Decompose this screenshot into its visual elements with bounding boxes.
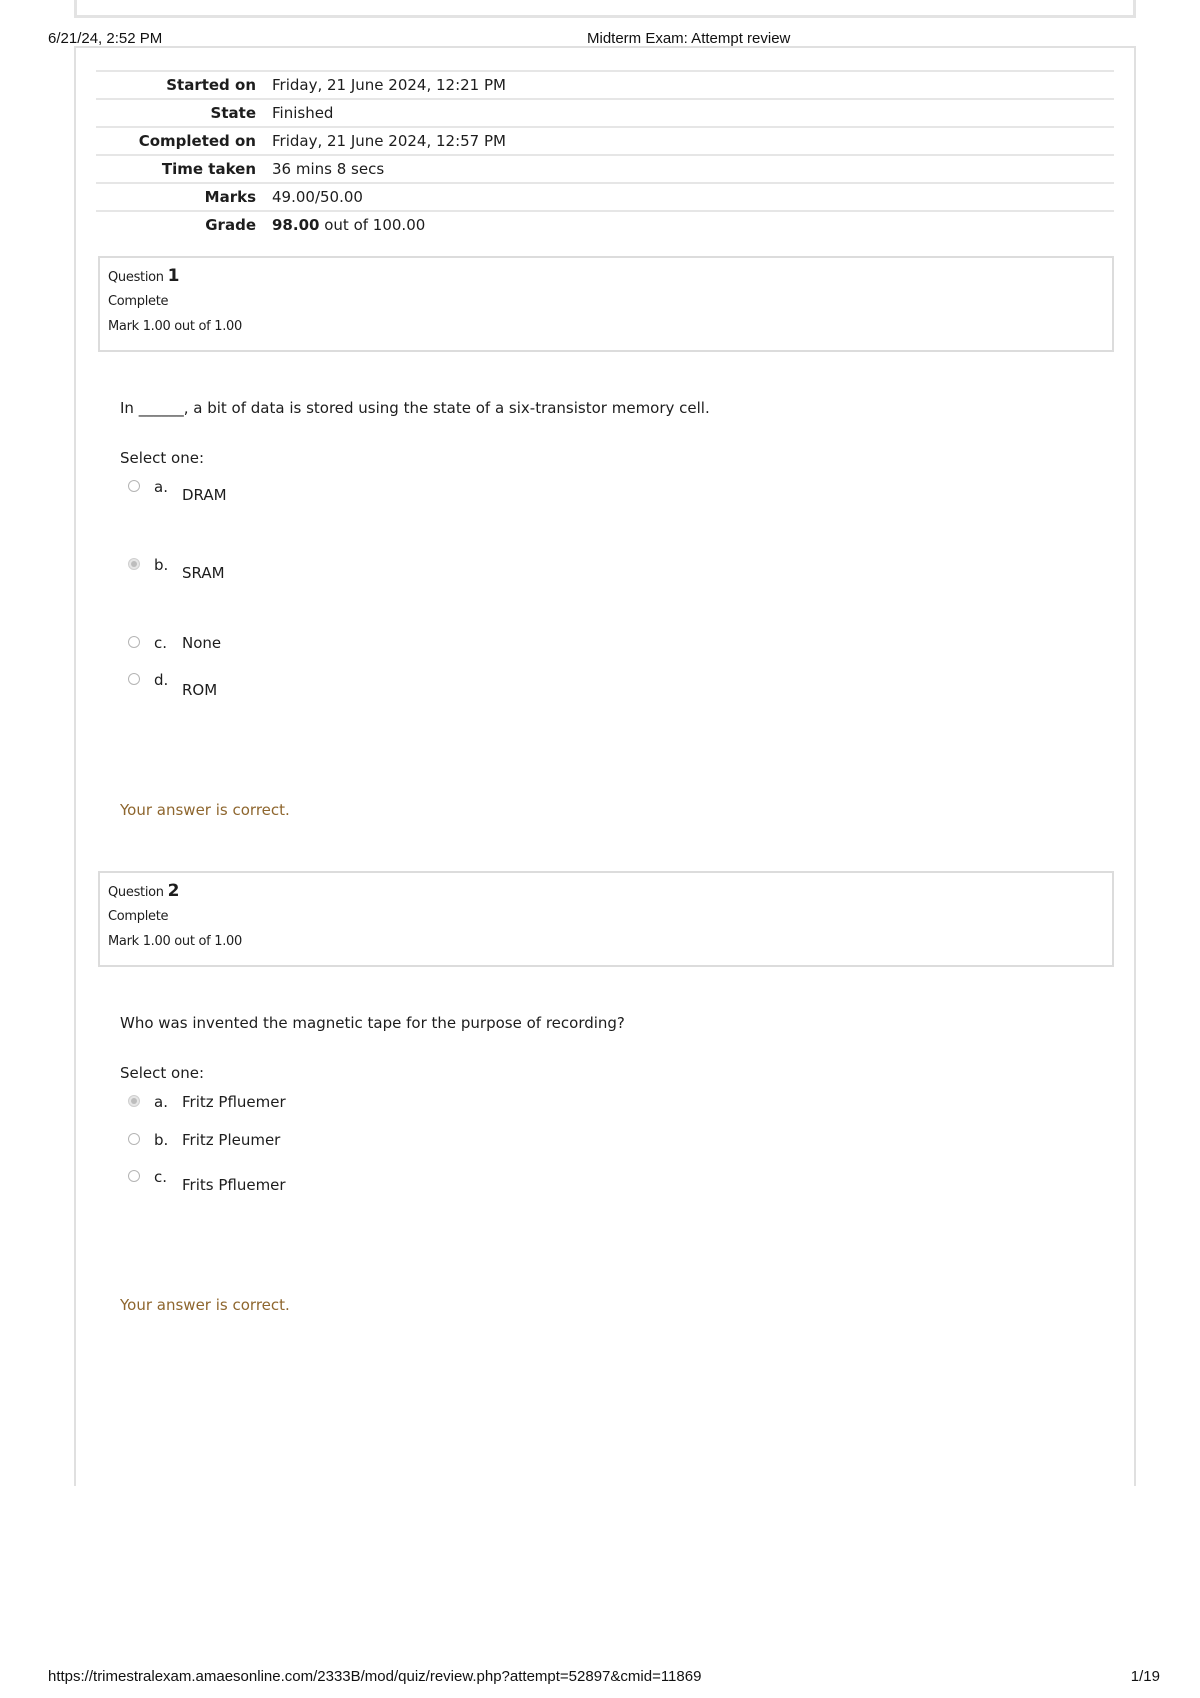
summary-value: Finished (272, 104, 334, 122)
footer-page-number: 1/19 (1130, 1668, 1160, 1685)
select-one-label: Select one: (120, 1064, 205, 1082)
question-mark: Mark 1.00 out of 1.00 (108, 934, 242, 949)
summary-label: Marks (204, 188, 256, 206)
option-letter: b. (154, 1131, 169, 1149)
radio-button[interactable] (128, 480, 140, 492)
summary-row-started (96, 71, 1114, 99)
summary-value (264, 211, 1114, 238)
summary-row-marks (96, 183, 1114, 211)
question-mark: Mark 1.00 out of 1.00 (108, 319, 242, 334)
option-letter: d. (154, 671, 169, 689)
breadcrumb-my-courses (148, 0, 221, 1)
question-label: Question (108, 270, 164, 285)
print-date: 6/21/24, 2:52 PM (48, 30, 163, 47)
grade-value: 98.00 (272, 216, 320, 234)
option-text: DRAM (182, 486, 227, 504)
option-text: Fritz Pfluemer (182, 1093, 286, 1111)
option-letter: b. (154, 556, 169, 574)
question-text: Who was invented the magnetic tape for the purpose of recording? (120, 1014, 625, 1032)
radio-button[interactable] (128, 673, 140, 685)
summary-label: Started on (166, 76, 256, 94)
attempt-summary-table (96, 70, 1114, 238)
question-info-box (98, 256, 1114, 352)
radio-button-checked[interactable] (128, 1095, 140, 1107)
question-number-line (108, 266, 1104, 286)
breadcrumb-separator (629, 0, 633, 1)
breadcrumb-frame (74, 0, 1136, 18)
question-state: Complete (108, 294, 169, 309)
summary-row-grade (96, 211, 1114, 238)
breadcrumb-section-link[interactable] (445, 0, 621, 1)
question-number-line (108, 881, 1104, 901)
radio-button[interactable] (128, 636, 140, 648)
summary-value: 36 mins 8 secs (272, 160, 385, 178)
breadcrumb-separator (229, 0, 233, 1)
summary-value: Friday, 21 June 2024, 12:21 PM (272, 76, 506, 94)
radio-button[interactable] (128, 1170, 140, 1182)
feedback-message: Your answer is correct. (120, 801, 290, 819)
question-info-box (98, 871, 1114, 967)
question-number: 2 (167, 881, 180, 901)
breadcrumb-separator (135, 0, 139, 1)
question-label: Question (108, 885, 164, 900)
breadcrumb (85, 0, 747, 1)
breadcrumb-home-link[interactable] (85, 0, 127, 1)
footer-url: https://trimestralexam.amaesonline.com/2333B/mod/quiz/review.php?attempt=52897&cmid=11869 (48, 1668, 702, 1685)
summary-label: Grade (205, 216, 256, 234)
print-title: Midterm Exam: Attempt review (587, 30, 791, 47)
radio-button-checked[interactable] (128, 558, 140, 570)
summary-value: Friday, 21 June 2024, 12:57 PM (272, 132, 506, 150)
breadcrumb-separator (433, 0, 437, 1)
option-text: Frits Pfluemer (182, 1176, 286, 1194)
question-number: 1 (167, 266, 180, 286)
question-text: In ______, a bit of data is stored using the state of a six-transistor memory cell. (120, 399, 710, 417)
breadcrumb-course-link[interactable] (241, 0, 424, 1)
breadcrumb-quiz-link[interactable] (642, 0, 748, 1)
grade-suffix: out of 100.00 (324, 216, 426, 234)
option-letter: c. (154, 634, 168, 652)
radio-button[interactable] (128, 1133, 140, 1145)
question-state: Complete (108, 909, 169, 924)
feedback-message: Your answer is correct. (120, 1296, 290, 1314)
select-one-label: Select one: (120, 449, 205, 467)
option-letter: a. (154, 1093, 168, 1111)
summary-row-completed (96, 127, 1114, 155)
option-letter: c. (154, 1168, 168, 1186)
option-text: SRAM (182, 564, 225, 582)
option-letter: a. (154, 478, 168, 496)
summary-label: State (210, 104, 256, 122)
option-text: None (182, 634, 222, 652)
summary-row-state (96, 99, 1114, 127)
summary-label: Time taken (161, 160, 256, 178)
summary-value: 49.00/50.00 (272, 188, 363, 206)
option-text: ROM (182, 681, 218, 699)
option-text: Fritz Pleumer (182, 1131, 281, 1149)
summary-label: Completed on (138, 132, 256, 150)
summary-row-time-taken (96, 155, 1114, 183)
